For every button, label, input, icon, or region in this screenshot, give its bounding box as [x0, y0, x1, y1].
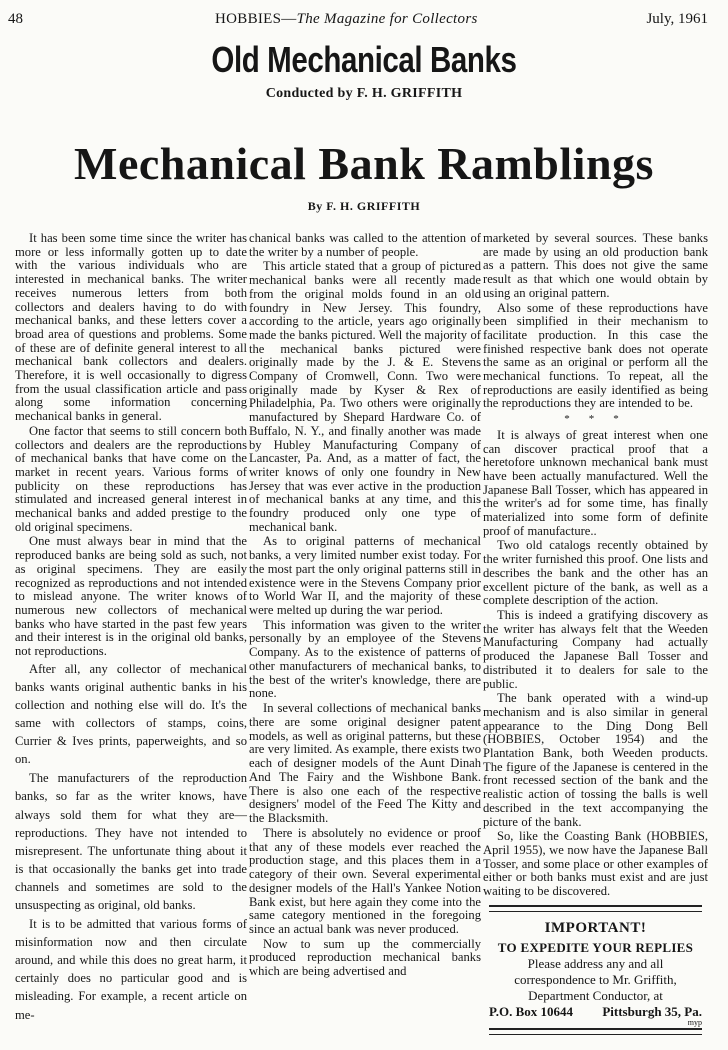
important-notice-box: [483, 905, 708, 1030]
paragraph: It is to be admitted that various forms of misinformation now and then circulate around, and while this does no great harm, it certainly does no particular good and is misleading. For example, a recent article on me-: [15, 917, 247, 1022]
paragraph: marketed by several sources. These banks are made by using an old production bank as a pattern. This does not give the same result as that which one would obtain by using an original pattern.: [483, 231, 708, 300]
text-column-1: [15, 232, 247, 1024]
paragraph: After all, any collector of mechanical banks wants original authentic banks in his collection and nothing else will do. It's the same with collectors of stamps, coins, Currier & Ives prints, paperweights, and so on.: [15, 661, 247, 767]
paragraph: chanical banks was called to the attention of the writer by a number of people.: [249, 231, 481, 259]
text-column-3: [483, 232, 708, 899]
text-column-2: [249, 232, 481, 979]
paragraph: In several collections of mechanical banks there are some original designer patent models, as well as original patterns, but these are very limited. As example, there exists two each of designer models of the Aunt Dinah And The Fairy and the Wishbone Bank. There is also one each of the respective designers' model of the Feed The Kitty and the Blacksmith.: [249, 700, 481, 826]
paragraph: Now to sum up the commercially produced reproduction mechanical banks which are being advertised and: [249, 936, 481, 979]
article-byline: By F. H. GRIFFITH: [307, 199, 421, 213]
running-header: [8, 11, 708, 29]
article-title: Mechanical Bank Ramblings: [74, 138, 654, 189]
paragraph: This is indeed a gratifying discovery as the writer has always felt that the Weeden Manufacturing Company had actually produced the Japanese Ball Tosser and distributed it to dealers for sale to the public.: [483, 607, 708, 691]
paragraph: The manufacturers of the reproduction banks, so far as the writer knows, have always sold them for what they are—reproductions. They have not intended to misrepresent. The unfortunate thing about it is that occasionally the banks get into trade channels and sometimes are sold to the unsuspecting as original, old banks.: [15, 771, 247, 913]
notice-top-rule: [489, 905, 702, 912]
section-separator: * * *: [564, 413, 627, 426]
paragraph: It is always of great interest when one can discover practical proof that a heretofore unknown mechanical bank must have been actually manufactured. Well the Japanese Ball Tosser, which has appeared in the writer's ad for some time, has finally materialized into some form of definite proof of manufacture..: [483, 427, 708, 538]
page-number: 48: [8, 11, 23, 27]
paragraph: This article stated that a group of pictured mechanical banks were all recently made from the original molds found in an old foundry in New Jersey. This foundry, according to the article, years ago originally made the banks pictured. Well the majority of the mechanical banks pictured were originally made by the J. & E. Stevens Company of Cromwell, Conn. Two were originally made by Kyser & Rex of Philadelphia, Pa. Two others were originally manufactured by Shepard Hardware Co. of Buffalo, N. Y., and finally another was made by Hubley Manufacturing Company of Lancaster, Pa. And, as a matter of fact, the writer knows of only one foundry in New Jersey that was ever active in the production of mechanical banks at any time, and this foundry produced only one type of mechanical bank.: [249, 259, 481, 534]
notice-bottom-rule: [489, 1028, 702, 1035]
issue-date: July, 1961: [646, 11, 708, 27]
notice-line: correspondence to Mr. Griffith,: [514, 972, 677, 987]
paragraph: It has been some time since the writer has more or less informally gotten up to date with the various individuals who are interested in mechanical banks. The writer receives numerous letters from both collectors and dealers having to do with mechanical banks, and these letters cover a broad area of questions and problems. Some of these are of definite general interest to all mechanical bank collectors and dealers. Therefore, it is well occasionally to digress from the usual classification article and pass along some information concerning mechanical banks in general.: [15, 231, 247, 424]
notice-subheading: TO EXPEDITE YOUR REPLIES: [497, 940, 694, 955]
notice-heading: IMPORTANT!: [544, 920, 647, 936]
city-state: Pittsburgh 35, Pa.: [602, 1004, 702, 1019]
paragraph: There is absolutely no evidence or proof that any of these models ever reached the production stage, and this places them in a category of their own. Several experimental designer models of the Hall's Yankee Notion Bank exist, but here again they come into the same category mentioned in the foregoing since an actual bank was never produced.: [249, 826, 481, 936]
paragraph: This information was given to the writer personally by an employee of the Stevens Company. As to the existence of patterns of other manufacturers of mechanical banks, to the best of the writer's knowledge, there are none.: [249, 617, 481, 701]
po-box: P.O. Box 10644: [489, 1004, 574, 1019]
notice-line: Please address any and all: [527, 956, 664, 971]
paragraph: As to original patterns of mechanical banks, a very limited number exist today. For the most part the only original patterns still in existence were in the Stevens Company prior to World War II, and the majority of these were melted up during the war period.: [249, 534, 481, 617]
notice-line: Department Conductor, at: [528, 988, 663, 1003]
paragraph: Two old catalogs recently obtained by the writer furnished this proof. One lists and describes the bank and the other has an excellent picture of the bank, as well as a complete description of the action.: [483, 538, 708, 608]
paragraph: One factor that seems to still concern both collectors and dealers are the reproductions of mechanical banks that have come on the market in recent years. Various forms of publicity on these reproductions has stimulated and increased general interest in mechanical banks and added prestige to the old original specimens.: [15, 423, 247, 534]
paragraph: Also some of these reproductions have been simplified in their mechanism to facilitate production. In this case the finished respective bank does not operate the same as an original or perform all the mechanical functions. To repeat, all the reproductions are easily identified as being the reproductions they are intended to be.: [483, 300, 708, 411]
magazine-name: HOBBIES—The Magazine for Collectors: [215, 11, 478, 27]
department-conductor: Conducted by F. H. GRIFFITH: [265, 86, 463, 101]
notice-initials: myp: [687, 1018, 702, 1027]
paragraph: So, like the Coasting Bank (HOBBIES, April 1955), we now have the Japanese Ball Tosser, and some place or other examples of either or both banks must exist and are just waiting to be discovered.: [483, 829, 708, 899]
department-title: Old Mechanical Banks: [211, 39, 517, 80]
paragraph: One must always bear in mind that the reproduced banks are being sold as such, not as original specimens. They are easily recognized as reproductions and not intended to mislead anyone. The writer knows of numerous new collectors of mechanical banks who have started in the past few years and their interest is in the original old banks, not reproductions.: [15, 534, 247, 659]
paragraph: The bank operated with a wind-up mechanism and is also similar in general appearance to the Ding Dong Bell (HOBBIES, October 1954) and the Plantation Bank, both Weeden products. The figure of the Japanese is centered in the front recessed section of the bank and the realistic action of tossing the balls is well described in the text accompanying the picture of the bank.: [483, 691, 708, 829]
